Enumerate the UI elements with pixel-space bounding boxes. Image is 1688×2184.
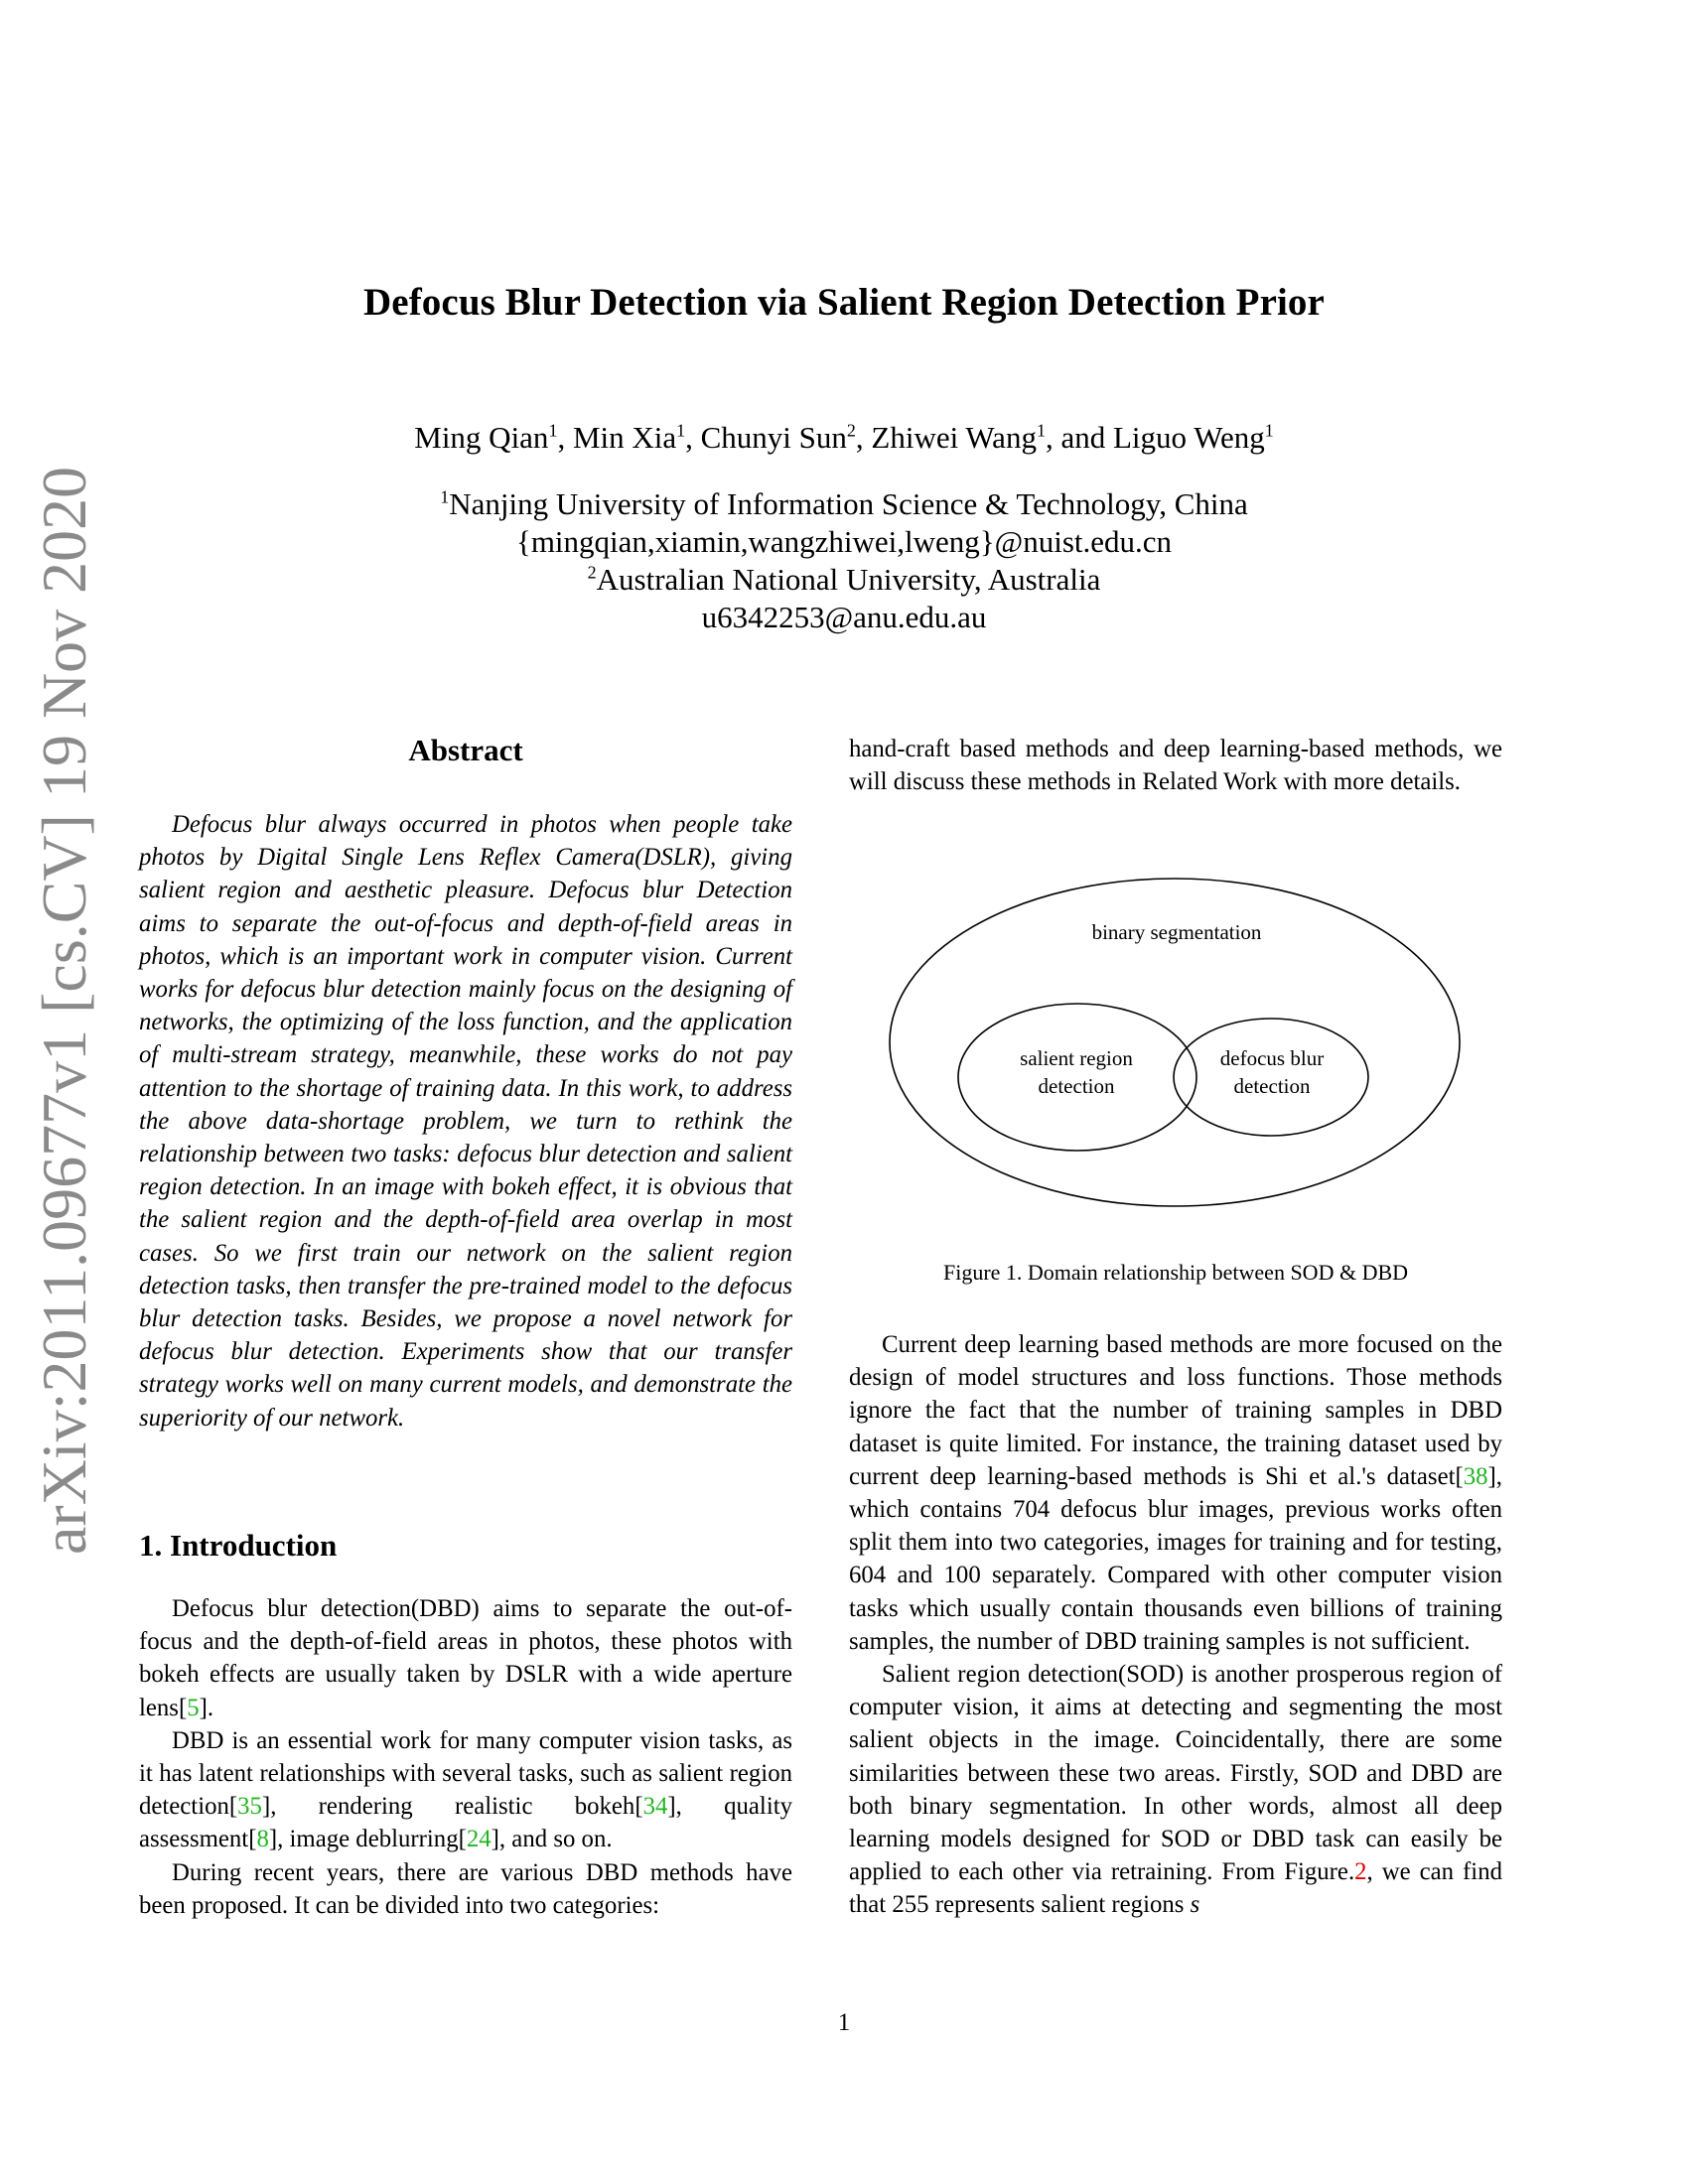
paper-title: Defocus Blur Detection via Salient Region Detection Prior [363, 281, 1325, 324]
text-span: Defocus blur detection(DBD) aims to separate the out-of-focus and the depth-of-field areas in photos, these photos with bokeh effects are usually taken by DSLR with a wide aperture lens[ [139, 1595, 792, 1721]
author-sep: , [557, 420, 573, 455]
author-sep: , and [1045, 420, 1113, 455]
citation-link[interactable]: 24 [466, 1826, 492, 1853]
text-span: ]. [199, 1694, 214, 1721]
author-name: Liguo Weng [1112, 420, 1265, 455]
text-span: , we can find that 255 represents salient regions [849, 1858, 1502, 1919]
venn-diagram [884, 874, 1470, 1221]
abstract-text: Defocus blur always occurred in photos when people take photos by Digital Single Lens Reflex Camera(DSLR), giving salient region and aesthetic pleasure. Defocus blur Detection aims to separate the out-of-focus and depth-of-field areas in photos, which is an important work in computer vision. Current works for defocus blur detection mainly focus on the designing of networks, the optimizing of the loss function, and the application of multi-stream strategy, meanwhile, these works do not pay attention to the shortage of training data. In this work, to address the above data-shortage problem, we turn to rethink the relationship between two tasks: defocus blur detection and salient region detection. In an image with bokeh effect, it is obvious that the salient region and the depth-of-field area overlap in most cases. So we first train our network on the salient region detection tasks, then transfer the pre-trained model to the defocus blur detection tasks. Besides, we propose a novel network for defocus blur detection. Experiments show that our transfer strategy works well on many current models, and demonstrate the superiority of our network. [139, 811, 792, 1432]
citation-link[interactable]: 35 [237, 1793, 262, 1821]
abstract-heading: Abstract [408, 733, 523, 767]
author-affil-sup: 1 [548, 420, 558, 441]
author-affil-sup: 2 [846, 420, 856, 441]
author-affil-sup: 1 [1264, 420, 1274, 441]
author-affil-sup: 1 [676, 420, 686, 441]
text-span: Current deep learning based methods are more focused on the design of model structures and loss functions. Those methods ignore the fact that the number of training samples in DBD dataset is quite limited. For instance, the training dataset used by current deep learning-based methods is Shi et al.'s dataset[ [849, 1331, 1502, 1490]
text-span: DBD is an essential work for many computer vision tasks, as it has latent relationships with several tasks, such as salient region detection[ [139, 1726, 792, 1821]
arxiv-stamp: arXiv:2011.09677v1 [cs.CV] 19 Nov 2020 [29, 466, 99, 1555]
math-variable: s [1190, 1891, 1200, 1919]
citation-link[interactable]: 8 [256, 1826, 269, 1853]
affiliation-1 [0, 486, 1688, 522]
intro-paragraph-3: During recent years, there are various DBD methods have been proposed. It can be divided into two categories: [139, 1858, 792, 1919]
text-span: ], quality assessment[ [139, 1793, 792, 1853]
label-binary-segmentation: binary segmentation [1091, 920, 1262, 944]
affil-sup: 2 [587, 562, 597, 583]
text-span: ], which contains 704 defocus blur images, previous works often split them into two categories, images for training and for testing, 604 and 100 separately. Compared with other computer vision tasks which usually contain thousands even billions of training samples, the number of DBD training samples is not sufficient. [849, 1462, 1502, 1655]
intro-paragraph-2 [139, 1724, 792, 1856]
author-sep: , [855, 420, 872, 455]
intro-body [139, 1592, 792, 1922]
page-number: 1 [837, 2009, 851, 2036]
paragraph-dbd-limits [849, 1328, 1502, 1658]
author-sep: , [685, 420, 701, 455]
abstract-body [139, 808, 792, 1434]
paragraph-continuation: hand-craft based methods and deep learning-based methods, we will discuss these methods in Related Work with more details. [849, 736, 1502, 796]
citation-link[interactable]: 38 [1463, 1462, 1488, 1490]
affil-sup: 1 [440, 486, 450, 507]
affil-text: Nanjing University of Information Science & Technology, China [449, 486, 1248, 521]
label-defocus-blur-line2: detection [1233, 1074, 1311, 1098]
label-salient-region-line2: detection [1038, 1074, 1115, 1098]
text-span: ], and so on. [491, 1826, 613, 1853]
author-list [0, 420, 1688, 456]
email-2: u6342253@anu.edu.au [701, 600, 987, 634]
author-affil-sup: 1 [1036, 420, 1046, 441]
author-name: Chunyi Sun [700, 420, 847, 455]
text-span: ], image deblurring[ [268, 1826, 467, 1853]
author-name: Ming Qian [414, 420, 549, 455]
figure-reference-link[interactable]: 2 [1354, 1858, 1367, 1886]
affiliation-2 [0, 562, 1688, 598]
right-column-top [849, 733, 1502, 798]
figure-1-caption: Figure 1. Domain relationship between SOD & DBD [942, 1260, 1409, 1285]
affil-text: Australian National University, Australia [596, 562, 1101, 597]
text-span: Salient region detection(SOD) is another prosperous region of computer vision, it aims at detecting and segmenting the most salient objects in the image. Coincidentally, there are some similarities between these two areas. Firstly, SOD and DBD are both binary segmentation. In other words, almost all deep learning models designed for SOD or DBD task can easily be applied to each other via retraining. From Figure. [849, 1661, 1502, 1886]
right-column-body [849, 1328, 1502, 1922]
author-name: Zhiwei Wang [871, 420, 1037, 455]
label-defocus-blur-line1: defocus blur [1219, 1046, 1325, 1070]
text-span: ], rendering realistic bokeh[ [261, 1793, 643, 1821]
author-name: Min Xia [572, 420, 677, 455]
intro-paragraph-1 [139, 1592, 792, 1724]
citation-link[interactable]: 34 [642, 1793, 668, 1821]
email-1: {mingqian,xiamin,wangzhiwei,lweng}@nuist.edu.cn [515, 524, 1173, 559]
figure-1 [884, 874, 1470, 1221]
paragraph-sod [849, 1658, 1502, 1922]
section-heading-introduction: 1. Introduction [139, 1528, 338, 1563]
citation-link[interactable]: 5 [187, 1694, 200, 1721]
label-salient-region-line1: salient region [1020, 1046, 1133, 1070]
